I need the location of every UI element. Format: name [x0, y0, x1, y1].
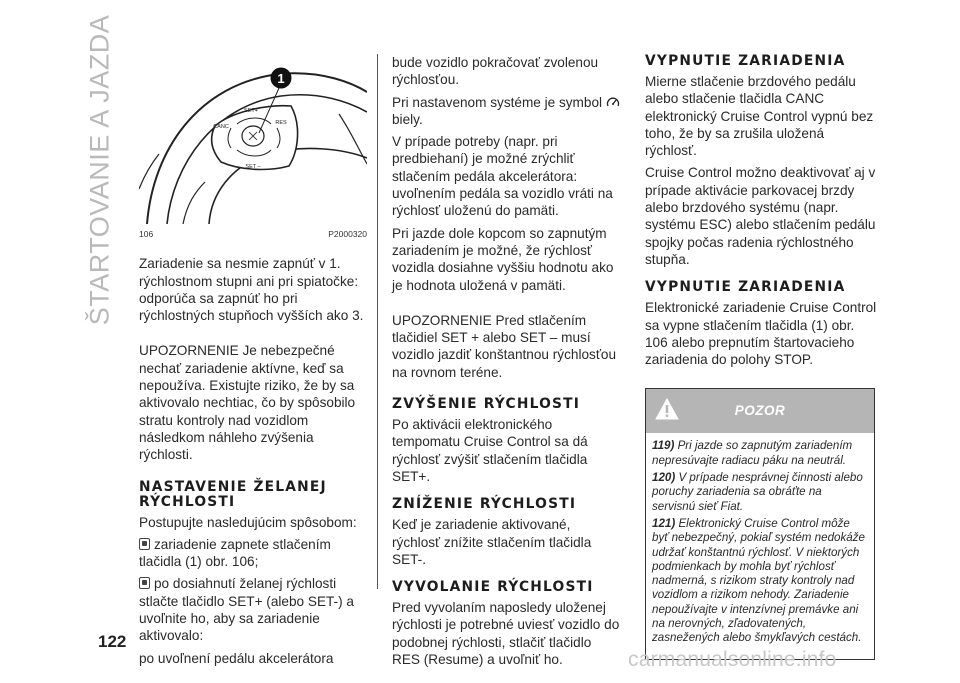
label-res: RES — [275, 120, 287, 126]
paragraph: Elektronické zariadenie Cruise Control sa vypne stlačením tlačidla (1) obr. 106 alebo prepnutím štartovacieho zariadenia do polohy STOP. — [645, 300, 877, 368]
column-1 — [139, 54, 367, 672]
label-canc: CANC — [213, 124, 229, 130]
figure-callout: 1 — [277, 71, 285, 86]
paragraph: V prípade potreby (napr. pri predbiehaní) je možné zrýchliť stlačením pedála akcelerátora: uvoľnením pedála sa vozidlo vráti na rýchlosť uloženú do pamäti. — [392, 134, 613, 219]
label-set-plus: SET+ — [244, 108, 258, 114]
paragraph: Po aktivácii elektronického tempomatu Cruise Control sa dá rýchlosť zvýšiť stlačením tlačidla SET+. — [392, 417, 588, 484]
paragraph: Pred vyvolaním naposledy uloženej rýchlosti je potrebné uviesť vozidlo do podobnej rýchlosti, stlačiť tlačidlo RES (Resume) a uvoľniť ho. — [392, 600, 620, 668]
paragraph: Mierne stlačenie brzdového pedálu alebo stlačenie tlačidla CANC elektronický Cruise Control vypnú bez toho, že by sa zrušila uložená rýchlosť. — [645, 74, 874, 159]
figure-caption — [139, 226, 367, 243]
speedometer-icon — [606, 96, 620, 109]
paragraph: Pri jazde dole kopcom so zapnutým zariadením je možné, že rýchlosť vozidla dosiahne vyššiu hodnotu ako je hodnota uložená v pamäti. — [392, 225, 614, 293]
page-number: 122 — [98, 632, 127, 651]
bullet-icon — [139, 577, 150, 589]
warning-body — [646, 433, 874, 658]
column-3 — [645, 54, 877, 660]
warning-item: 119) Pri jazde so zapnutým zariadením nepresúvajte radiacu páku na neutrál. — [652, 439, 853, 467]
warning-title: POZOR — [734, 403, 786, 419]
paragraph: bude vozidlo pokračovať zvolenou rýchlosťou. — [392, 55, 599, 88]
heading-increase-speed: ZVÝŠENIE RÝCHLOSTI — [392, 396, 581, 413]
paragraph: Zariadenie sa nesmie zapnúť v 1. rýchlostnom stupni ani pri spiatočke: odporúča sa zapnúť ho pri rýchlostných stupňoch vyšších ako 3. — [139, 256, 364, 324]
figure-number: 106 — [139, 229, 154, 239]
bullet-item: po dosiahnutí želanej rýchlosti stlačte tlačidlo SET+ (alebo SET-) a uvoľnite ho, aby sa zariadenie aktivovalo: — [139, 576, 354, 644]
heading-disable-device: VYPNUTIE ZARIADENIA — [645, 53, 846, 69]
warning-header — [646, 389, 874, 433]
heading-decrease-speed: ZNÍŽENIE RÝCHLOSTI — [392, 496, 577, 513]
label-set-minus: SET – — [245, 164, 261, 170]
heading-set-speed: NASTAVENIE ŽELANEJ RÝCHLOSTI — [139, 478, 327, 510]
paragraph: Keď je zariadenie aktivované, rýchlosť znížite stlačením tlačidla SET-. — [392, 517, 592, 567]
column-2 — [392, 54, 622, 673]
warning-item: 121) Elektronický Cruise Control môže byť nebezpečný, pokiaľ systém nedokáže udržať konštantnú rýchlosť. V niektorých podmienkach by mohla byť rýchlosť nadmerná, s rizikom straty kontroly nad vozidlom a rizikom nehody. Zariadenie nepoužívajte v intenzívnej premávke ani na nerovných, zľadovatených, zasnežených alebo šmykľavých cestách. — [652, 516, 865, 645]
heading-disable-device-2: VYPNUTIE ZARIADENIA — [645, 279, 846, 296]
warning-box — [645, 388, 875, 659]
paragraph: po uvoľnení pedálu akcelerátora — [139, 650, 334, 666]
paragraph: Cruise Control možno deaktivovať aj v prípade aktivácie parkovacej brzdy alebo brzdového systému (napr. systému ESC) alebo stlačením pedálu spojky počas radenia rýchlostného stupňa. — [645, 165, 876, 267]
bullet-item: zariadenie zapnete stlačením tlačidla (1) obr. 106; — [139, 536, 331, 570]
steering-wheel-illustration — [139, 54, 367, 224]
section-tab — [80, 14, 120, 326]
paragraph: Postupujte nasledujúcim spôsobom: — [139, 514, 357, 530]
watermark: carmanualsonline.info — [628, 648, 837, 671]
heading-recall-speed: VYVOLANIE RÝCHLOSTI — [392, 579, 594, 596]
paragraph-with-symbol: Pri nastavenom systéme je symbol biely. — [392, 94, 622, 129]
steering-wheel-figure — [139, 54, 367, 224]
note-paragraph: UPOZORNENIE Je nebezpečné nechať zariadenie aktívne, keď sa nepoužíva. Existujte riziko, že by sa aktivovalo nechtiac, čo by spôsobilo stratu kontroly nad vozidlom následkom náhleho zvýšenia rýchlosti. — [139, 343, 356, 463]
bullet-icon — [139, 538, 150, 550]
section-tab-label: ŠTARTOVANIE A JAZDA — [84, 14, 115, 326]
note-paragraph: UPOZORNENIE Pred stlačením tlačidiel SET + alebo SET – musí vozidlo jazdiť konštantnou rýchlosťou na rovnom teréne. — [392, 312, 617, 380]
column-divider — [377, 54, 378, 589]
warning-item: 120) V prípade nesprávnej činnosti alebo poruchy zariadenia sa obráťte na servisnú sieť Fiat. — [652, 471, 863, 513]
figure-code: P2000320 — [328, 229, 367, 239]
